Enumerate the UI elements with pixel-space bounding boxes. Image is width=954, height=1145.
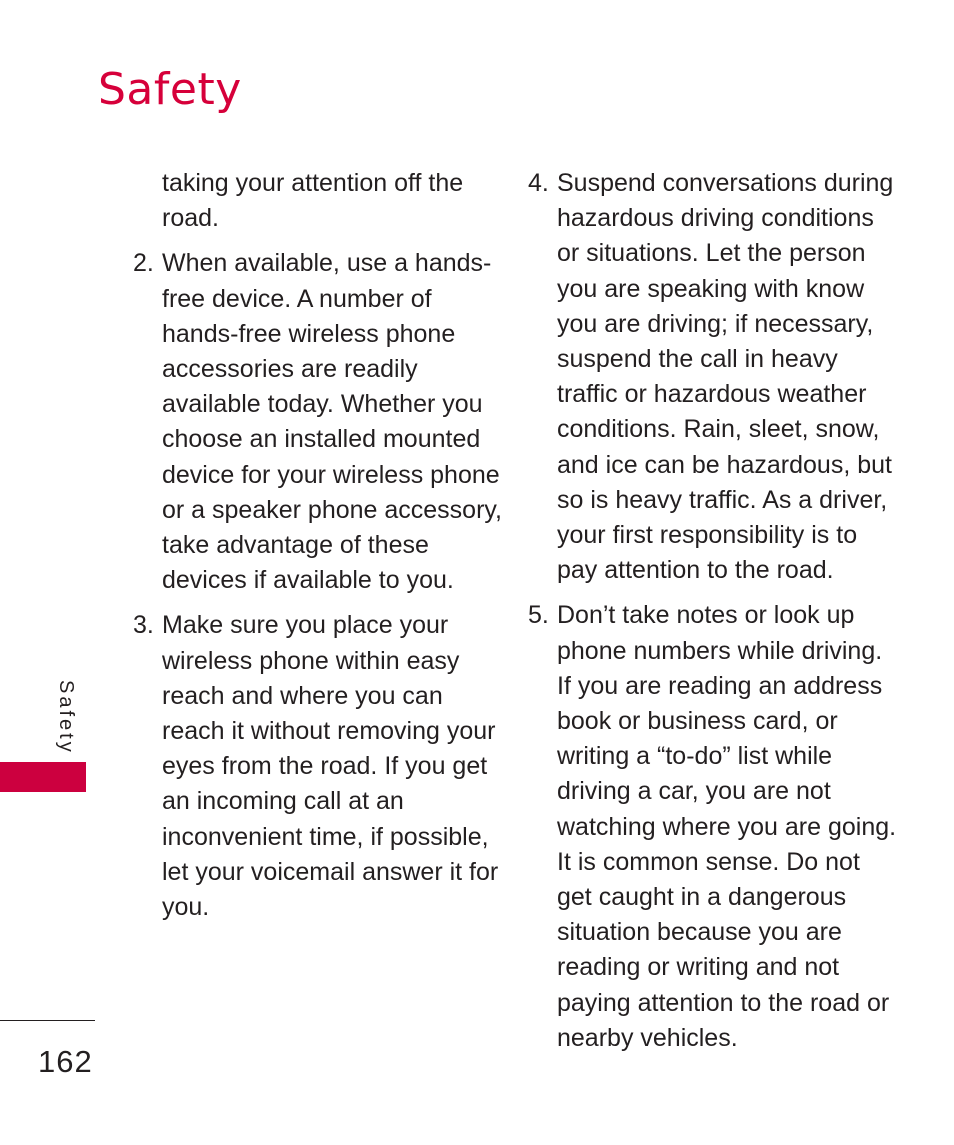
page-number: 162 [38, 1044, 93, 1079]
list-item-number: 2. [133, 249, 154, 278]
list-item-text: Make sure you place your wireless phone within easy reach and where you can reach it without removing your eyes from the road. If you get an incoming call at an inconvenient time, if possible, let your voicemail answer it for you. [162, 611, 499, 922]
list-item-number: 3. [133, 611, 154, 640]
footer-divider [0, 1020, 95, 1021]
list-item-text: Don’t take notes or look up phone numbers while driving. If you are reading an address book or business card, or writing a “to-do” list while driving a car, you are not watching where you are going. It is common sense. Do not get caught in a dangerous situation because you are reading or writing and not paying attention to the road or nearby vehicles. [557, 601, 897, 1052]
list-item [528, 166, 900, 588]
list-item [133, 608, 503, 925]
section-tab-marker [0, 762, 86, 792]
list-item [133, 246, 503, 598]
page-title: Safety [98, 64, 242, 115]
list-item-text: When available, use a hands-free device. A number of hands-free wireless phone accessories are readily available today. Whether you choose an installed mounted device for your wireless phone or a speaker phone accessory, take advantage of these devices if available to you. [162, 249, 503, 595]
section-side-label: Safety [55, 680, 77, 755]
list-item-number: 5. [528, 601, 549, 630]
left-column [133, 166, 503, 935]
right-column [528, 166, 900, 1066]
continuation-paragraph: taking your attention off the road. [162, 169, 464, 233]
list-item-text: Suspend conversations during hazardous driving conditions or situations. Let the person you are speaking with know you are driving; if necessary, suspend the call in heavy traffic or hazardous weather conditions. Rain, sleet, snow, and ice can be hazardous, but so is heavy traffic. As a driver, your first responsibility is to pay attention to the road. [557, 169, 894, 585]
list-item [528, 598, 900, 1056]
list-item-number: 4. [528, 169, 549, 197]
